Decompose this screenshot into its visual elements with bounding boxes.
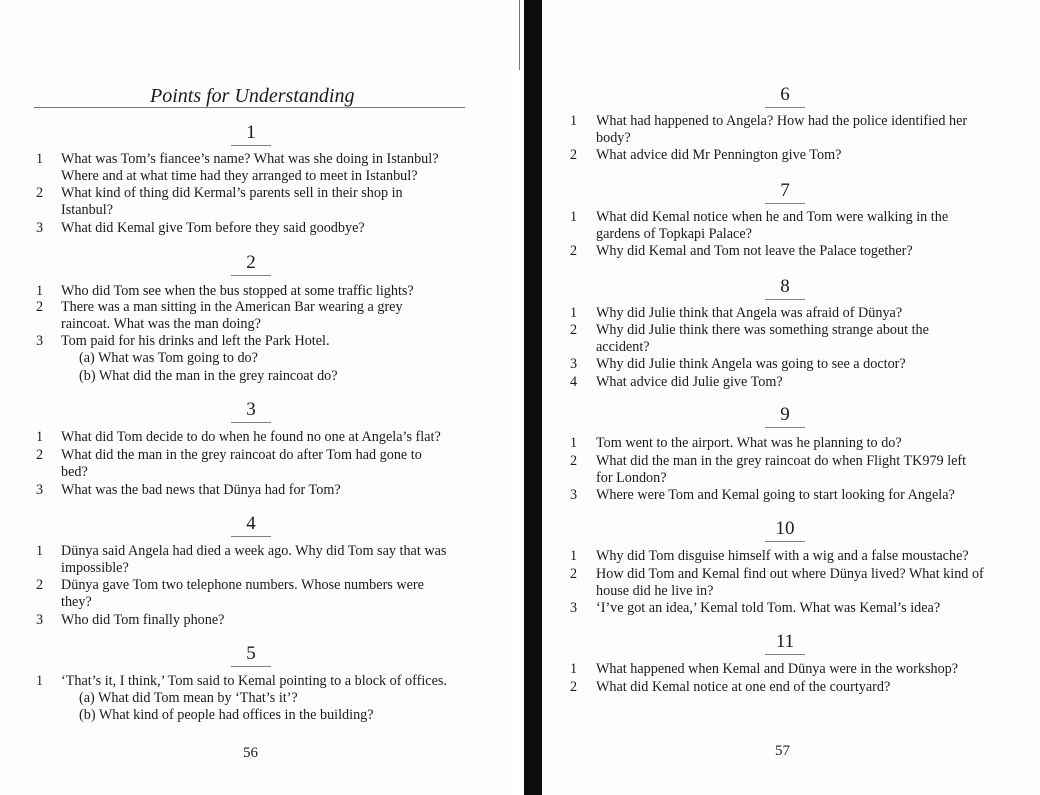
question-text: Why did Julie think Angela was going to see a doctor?: [596, 356, 906, 372]
question-number: 2: [36, 447, 44, 463]
question-text: What happened when Kemal and Dünya were in the workshop?: [596, 661, 959, 677]
section-rule: [231, 275, 271, 276]
question-number: 2: [36, 577, 44, 593]
section-rule: [765, 541, 805, 542]
question-number: 2: [570, 566, 578, 582]
question-text: Tom went to the airport. What was he planning to do?: [596, 435, 902, 451]
question-number: 3: [570, 487, 578, 503]
question-number: 2: [570, 243, 578, 259]
section-number: 10: [775, 518, 795, 539]
question-text: house did he live in?: [596, 583, 714, 599]
section-rule: [231, 666, 271, 667]
question-text: ‘That’s it, I think,’ Tom said to Kemal pointing to a block of offices.: [61, 673, 447, 689]
question-text: Dünya gave Tom two telephone numbers. Whose numbers were: [61, 577, 424, 593]
book-spine-shadow: [524, 0, 542, 795]
section-number: 3: [246, 399, 256, 420]
question-number: 3: [36, 333, 44, 349]
question-text: Where were Tom and Kemal going to start looking for Angela?: [596, 487, 955, 503]
question-number: 1: [36, 429, 44, 445]
section-number: 9: [780, 404, 790, 425]
question-number: 2: [570, 322, 578, 338]
section-number: 1: [246, 122, 256, 143]
question-text: What had happened to Angela? How had the police identified her: [596, 113, 968, 129]
question-text: How did Tom and Kemal find out where Dünya lived? What kind of: [596, 566, 984, 582]
question-text: Why did Kemal and Tom not leave the Palace together?: [596, 243, 913, 259]
section-rule: [765, 299, 805, 300]
question-number: 3: [36, 612, 44, 628]
question-text: Who did Tom see when the bus stopped at some traffic lights?: [61, 283, 414, 299]
question-text: What did the man in the grey raincoat do when Flight TK979 left: [596, 453, 967, 469]
question-number: 1: [570, 113, 578, 129]
question-text: What did Kemal notice at one end of the courtyard?: [596, 679, 891, 695]
question-number: 3: [36, 482, 44, 498]
question-text: gardens of Topkapi Palace?: [596, 226, 752, 242]
question-number: 2: [570, 147, 578, 163]
page-heading: Points for Understanding: [150, 85, 355, 107]
section-number: 8: [780, 276, 790, 297]
section-rule: [765, 203, 805, 204]
question-number: 2: [570, 679, 578, 695]
question-text: raincoat. What was the man doing?: [61, 316, 261, 332]
sub-question-text: (b) What kind of people had offices in the building?: [79, 707, 374, 723]
question-number: 3: [570, 356, 578, 372]
left-page-number: 56: [243, 745, 258, 761]
question-number: 3: [36, 220, 44, 236]
question-number: 1: [570, 435, 578, 451]
sub-question-text: (a) What did Tom mean by ‘That’s it’?: [79, 690, 298, 706]
right-page-number: 57: [775, 743, 790, 759]
section-rule: [231, 536, 271, 537]
question-text: bed?: [61, 464, 88, 480]
question-number: 3: [570, 600, 578, 616]
question-text: What did Kemal give Tom before they said goodbye?: [61, 220, 365, 236]
question-text: Who did Tom finally phone?: [61, 612, 225, 628]
question-text: Tom paid for his drinks and left the Park Hotel.: [61, 333, 330, 349]
question-number: 2: [36, 185, 44, 201]
section-number: 11: [775, 631, 795, 652]
question-number: 1: [570, 209, 578, 225]
section-rule: [231, 145, 271, 146]
question-number: 1: [570, 305, 578, 321]
question-text: What was Tom’s fiancee’s name? What was she doing in Istanbul?: [61, 151, 439, 167]
question-text: Dünya said Angela had died a week ago. Why did Tom say that was: [61, 543, 447, 559]
sub-question-text: (b) What did the man in the grey raincoat do?: [79, 368, 338, 384]
question-text: What did Kemal notice when he and Tom were walking in the: [596, 209, 949, 225]
question-number: 1: [570, 661, 578, 677]
question-text: What was the bad news that Dünya had for Tom?: [61, 482, 341, 498]
question-text: for London?: [596, 470, 667, 486]
question-number: 1: [36, 151, 44, 167]
question-number: 1: [36, 543, 44, 559]
question-text: ‘I’ve got an idea,’ Kemal told Tom. What was Kemal’s idea?: [596, 600, 941, 616]
question-text: Istanbul?: [61, 202, 114, 218]
question-text: accident?: [596, 339, 650, 355]
question-text: What did Tom decide to do when he found no one at Angela’s flat?: [61, 429, 441, 445]
heading-rule: [34, 107, 465, 108]
section-number: 6: [780, 84, 790, 105]
section-rule: [765, 107, 805, 108]
question-text: What kind of thing did Kermal’s parents sell in their shop in: [61, 185, 403, 201]
question-text: What advice did Mr Pennington give Tom?: [596, 147, 842, 163]
question-number: 4: [570, 374, 578, 390]
question-text: Why did Tom disguise himself with a wig and a false moustache?: [596, 548, 969, 564]
section-number: 2: [246, 252, 256, 273]
question-text: they?: [61, 594, 92, 610]
question-text: body?: [596, 130, 631, 146]
question-number: 1: [36, 283, 44, 299]
question-text: Why did Julie think there was something strange about the: [596, 322, 929, 338]
question-number: 1: [570, 548, 578, 564]
question-text: There was a man sitting in the American Bar wearing a grey: [61, 299, 403, 315]
question-number: 2: [570, 453, 578, 469]
section-rule: [231, 422, 271, 423]
question-number: 2: [36, 299, 44, 315]
section-rule: [765, 427, 805, 428]
question-text: What advice did Julie give Tom?: [596, 374, 783, 390]
question-text: What did the man in the grey raincoat do after Tom had gone to: [61, 447, 422, 463]
question-text: impossible?: [61, 560, 129, 576]
section-rule: [765, 654, 805, 655]
section-number: 4: [246, 513, 256, 534]
question-text: Why did Julie think that Angela was afraid of Dünya?: [596, 305, 903, 321]
gutter-line: [519, 0, 520, 70]
question-text: Where and at what time had they arranged to meet in Istanbul?: [61, 168, 418, 184]
section-number: 5: [246, 643, 256, 664]
sub-question-text: (a) What was Tom going to do?: [79, 350, 258, 366]
section-number: 7: [780, 180, 790, 201]
question-number: 1: [36, 673, 44, 689]
